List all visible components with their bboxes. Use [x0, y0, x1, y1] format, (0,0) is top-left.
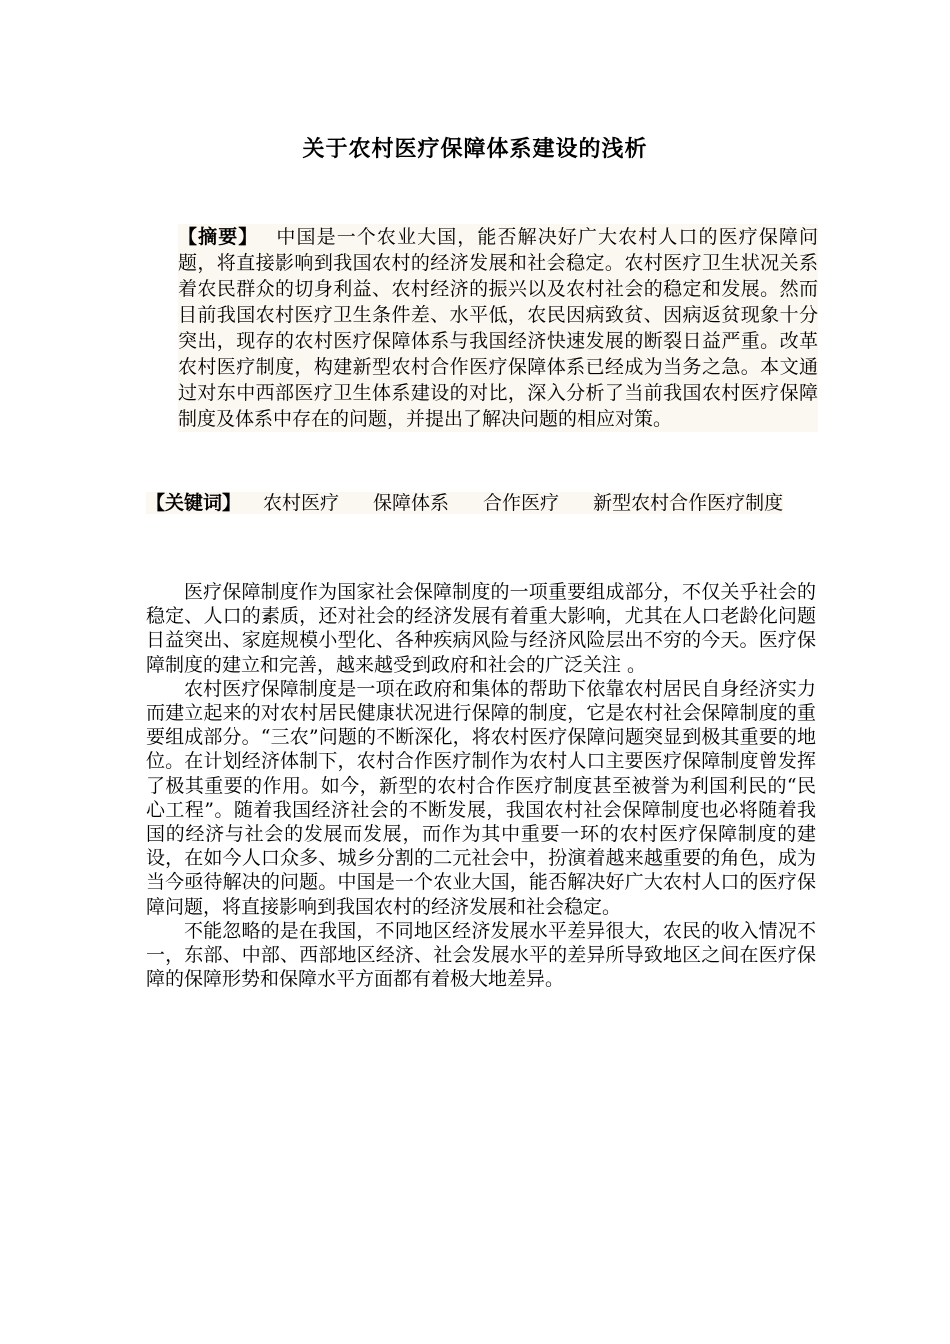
abstract-text: 中国是一个农业大国，能否解决好广大农村人口的医疗保障问题，将直接影响到我国农村的经济发展和社会稳定。农村医疗卫生状况关系着农民群众的切身利益、农村经济的振兴以及农村社会的稳定和发展。然而目前我国农村医疗卫生条件差、水平低，农民因病致贫、因病返贫现象十分突出，现存的农村医疗保障体系与我国经济快速发展的断裂日益严重。改革农村医疗制度，构建新型农村合作医疗保障体系已经成为当务之急。本文通过对东中西部医疗卫生体系建设的对比，深入分析了当前我国农村医疗保障制度及体系中存在的问题，并提出了解决问题的相应对策。	[178, 226, 818, 430]
body-paragraph: 不能忽略的是在我国，不同地区经济发展水平差异很大，农民的收入情况不一，东部、中部、西部地区经济、社会发展水平的差异所导致地区之间在医疗保障的保障形势和保障水平方面都有着极大地差异。	[146, 919, 816, 991]
body-paragraph: 农村医疗保障制度是一项在政府和集体的帮助下依靠农村居民自身经济实力而建立起来的对农村居民健康状况进行保障的制度，它是农村社会保障制度的重要组成部分。“三农”问题的不断深化，将农村医疗保障问题突显到极其重要的地位。在计划经济体制下，农村合作医疗制作为农村人口主要医疗保障制度曾发挥了极其重要的作用。如今，新型的农村合作医疗制度甚至被誉为利国利民的“民心工程”。随着我国经济社会的不断发展，我国农村社会保障制度也必将随着我国的经济与社会的发展而发展，而作为其中重要一环的农村医疗保障制度的建设，在如今人口众多、城乡分割的二元社会中，扮演着越来越重要的角色，成为当今亟待解决的问题。中国是一个农业大国，能否解决好广大农村人口的医疗保障问题，将直接影响到我国农村的经济发展和社会稳定。	[146, 677, 816, 918]
body-paragraph: 医疗保障制度作为国家社会保障制度的一项重要组成部分，不仅关乎社会的稳定、人口的素质，还对社会的经济发展有着重大影响，尤其在人口老龄化问题日益突出、家庭规模小型化、各种疾病风险与经济风险层出不穷的今天。医疗保障制度的建立和完善，越来越受到政府和社会的广泛关注 。	[146, 581, 816, 676]
abstract-block	[178, 224, 818, 432]
keyword-item: 农村医疗	[263, 492, 340, 514]
keyword-item: 合作医疗	[483, 492, 560, 514]
keywords-label: 【关键词】	[146, 492, 242, 514]
keyword-item: 新型农村合作医疗制度	[593, 492, 784, 514]
body-text	[146, 580, 816, 991]
document-title: 关于农村医疗保障体系建设的浅析	[302, 136, 648, 162]
abstract-label: 【摘要】	[178, 226, 259, 248]
keyword-item: 保障体系	[373, 492, 450, 514]
keywords-block	[146, 484, 816, 522]
